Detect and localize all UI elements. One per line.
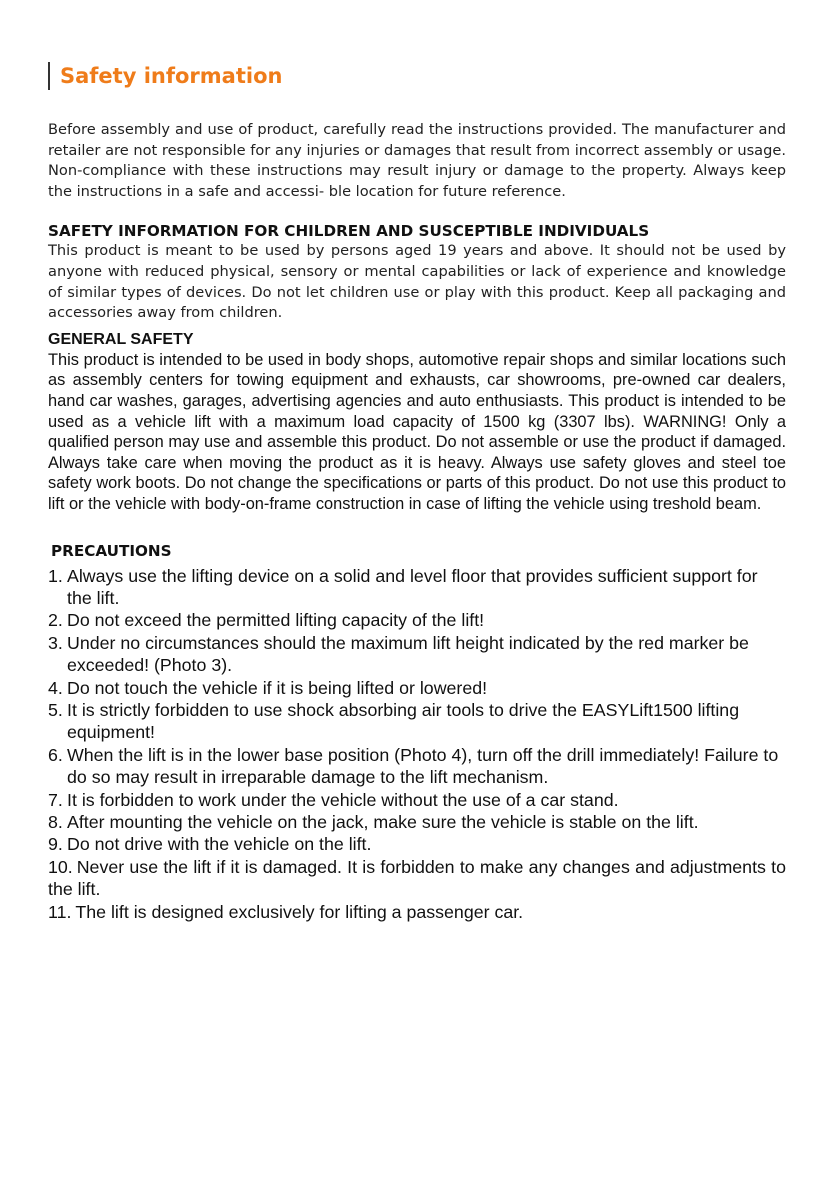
general-safety-heading: GENERAL SAFETY (48, 330, 194, 348)
title-accent-bar (48, 62, 50, 90)
list-item: 2. Do not exceed the permitted lifting capacity of the lift! (48, 610, 485, 631)
list-item: 9. Do not drive with the vehicle on the lift. (48, 834, 372, 855)
intro-paragraph: Before assembly and use of product, carefully read the instructions provided. The manufacturer and retailer are not responsible for any injuries or damages that result from incorrect assembly or usage. Non-compliance with these instructions may result injury or damage to the property. Always keep the instructions in a safe and accessi- ble location for future reference. (48, 121, 786, 200)
general-safety-text: This product is intended to be used in body shops, automotive repair shops and similar locations such as assembly centers for towing equipment and exhausts, car showrooms, pre-owned car dealers, hand car washes, garages, advertising agencies and auto enthusiasts. This product is intended to be used as a vehicle lift with a maximum load capacity of 1500 kg (3307 lbs). WARNING! Only a qualified person may use and assemble this product. Do not assemble or use the product if damaged. Always take care when moving the product as it is heavy. Always use safety gloves and steel toe safety work boots. Do not change the specifications or parts of this product. Do not use this product to lift or the vehicle with body-on-frame construction in case of lifting the vehicle using treshold beam. (48, 350, 786, 513)
list-item: 6. When the lift is in the lower base position (Photo 4), turn off the drill immediately! Failure to do so may result in irreparable damage to the lift mechanism. (48, 744, 779, 788)
list-item: 4. Do not touch the vehicle if it is being lifted or lowered! (48, 677, 488, 698)
list-item: 7. It is forbidden to work under the vehicle without the use of a car stand. (48, 789, 619, 810)
children-safety-section (48, 221, 786, 323)
children-safety-heading: SAFETY INFORMATION FOR CHILDREN AND SUSCEPTIBLE INDIVIDUALS (48, 222, 650, 241)
precautions-section (48, 541, 786, 924)
list-item: 11. The lift is designed exclusively for lifting a passenger car. (48, 901, 524, 922)
list-item: 5. It is strictly forbidden to use shock absorbing air tools to drive the EASYLift1500 lifting equipment! (48, 699, 740, 743)
section-title-row (48, 62, 786, 90)
list-item: 1. Always use the lifting device on a solid and level floor that provides sufficient support for the lift. (48, 565, 758, 608)
general-safety-section (48, 330, 786, 515)
precautions-list (48, 565, 786, 924)
children-safety-text: This product is meant to be used by persons aged 19 years and above. It should not be used by anyone with reduced physical, sensory or mental capabilities or lack of experience and knowledge of similar types of devices. Do not let children use or play with this product. Keep all packaging and accessories away from children. (48, 242, 786, 322)
precautions-heading: PRECAUTIONS (51, 541, 172, 560)
page-title: Safety information (60, 64, 283, 88)
list-item: 3. Under no circumstances should the maximum lift height indicated by the red marker be exceeded! (Photo 3). (48, 632, 749, 676)
list-item: 10. Never use the lift if it is damaged. It is forbidden to make any changes and adjustments to the lift. (48, 856, 786, 900)
list-item: 8. After mounting the vehicle on the jack, make sure the vehicle is stable on the lift. (48, 811, 699, 832)
